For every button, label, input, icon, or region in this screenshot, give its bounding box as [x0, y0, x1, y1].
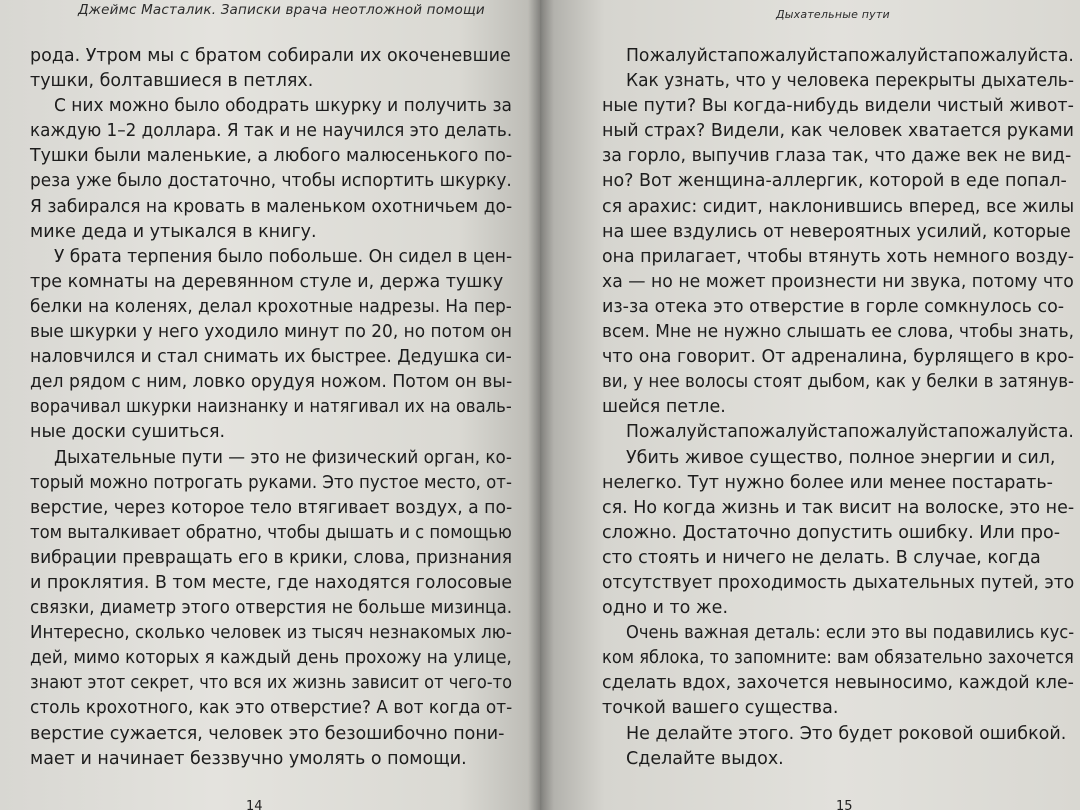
text-line: одно и то же.	[602, 598, 729, 619]
text-line: Очень важная деталь: если это вы подавились кус-	[626, 623, 1075, 644]
text-line: ный страх? Видели, как человек хватается руками	[602, 121, 1074, 142]
text-line: сделать вдох, захочется невыносимо, каждой кле-	[602, 673, 1074, 694]
text-line: всем. Мне не нужно слышать ее слова, чтобы знать,	[602, 322, 1075, 343]
text-line: Убить живое существо, полное энергии и сил,	[626, 447, 1056, 468]
text-line: знают этот секрет, что вся их жизнь зависит от чего-то	[30, 673, 513, 694]
text-line: У брата терпения было побольше. Он сидел в цен-	[54, 246, 513, 267]
right-page	[540, 0, 1080, 810]
text-line: Тушки были маленькие, а любого малюсенького по-	[30, 146, 513, 167]
text-line: и проклятия. В том месте, где находятся голосовые	[30, 572, 513, 593]
text-line: Интересно, сколько человек из тысяч незнакомых лю-	[30, 623, 512, 644]
text-line: вые шкурки у него уходило минут по 20, но потом он	[30, 322, 512, 343]
text-line: ком яблока, то запомните: вам обязательно захочется	[602, 648, 1074, 669]
text-line: белки на коленях, делал крохотные надрезы. На пер-	[30, 296, 512, 317]
text-line: тушки, болтавшиеся в петлях.	[30, 71, 314, 92]
text-line: за горло, выпучив глаза так, что даже век не вид-	[602, 146, 1072, 167]
text-line: Дыхательные пути — это не физический орган, ко-	[54, 447, 512, 468]
text-line: верстие сужается, человек это безошибочно пони-	[30, 723, 505, 744]
text-line: из-за отека это отверстие в горле сомкнулось со-	[602, 296, 1065, 317]
text-line: Пожалуйстапожалуйстапожалуйстапожалуйста.	[626, 46, 1074, 66]
text-line: шейся петле.	[602, 397, 726, 418]
text-line: ся. Но когда жизнь и так висит на волоске, это не-	[602, 497, 1075, 518]
text-line: она прилагает, чтобы втянуть хоть немного возду-	[602, 246, 1075, 267]
text-line: том выталкивает обратно, чтобы дышать и с помощью	[30, 522, 512, 543]
book-gutter	[528, 0, 554, 810]
text-line: ви, у нее волосы стоят дыбом, как у белки в затянув-	[602, 372, 1075, 393]
text-line: столь крохотного, как это отверстие? А вот когда от-	[30, 698, 513, 719]
text-line: реза уже было достаточно, чтобы испортить шкурку.	[30, 171, 512, 192]
text-line: С них можно было ободрать шкурку и получить за	[54, 96, 512, 117]
text-line: ные доски сушиться.	[30, 422, 226, 443]
text-line: вибрации превращать его в крики, слова, признания	[30, 547, 513, 568]
text-line: нелегко. Тут нужно более или менее постарать-	[602, 472, 1053, 493]
text-line: тре комнаты на деревянном стуле и, держа тушку	[30, 271, 504, 292]
text-line: Как узнать, что у человека перекрыты дыхатель-	[626, 71, 1074, 92]
right-page-number: 15	[836, 799, 853, 810]
text-line: связки, диаметр этого отверстия не больше мизинца.	[30, 598, 513, 619]
text-line: дей, мимо которых я каждый день прохожу на улице,	[30, 648, 512, 669]
text-line: отсутствует проходимость дыхательных путей, это	[602, 572, 1075, 593]
text-line: ха — но не может произнести ни звука, потому что	[602, 271, 1074, 292]
right-running-head: Дыхательные пути	[776, 8, 890, 21]
text-line: ся арахис: сидит, наклонившись вперед, все жилы	[602, 196, 1075, 217]
text-line: точкой вашего существа.	[602, 698, 839, 719]
left-running-head: Джеймс Масталик. Записки врача неотложной помощи	[78, 2, 485, 18]
text-line: мике деда и утыкался в книгу.	[30, 221, 317, 242]
left-page-number: 14	[246, 799, 263, 810]
text-line: Сделайте выдох.	[626, 748, 784, 769]
text-line: наловчился и стал снимать их быстрее. Дедушка си-	[30, 347, 512, 368]
text-line: ные пути? Вы когда-нибудь видели чистый живот-	[602, 96, 1074, 117]
text-line: сто стоять и ничего не делать. В случае, когда	[602, 547, 1041, 568]
text-line: ворачивал шкурки наизнанку и натягивал их на оваль-	[30, 397, 512, 418]
text-line: Пожалуйстапожалуйстапожалуйстапожалуйста.	[626, 422, 1074, 443]
text-line: но? Вот женщина-аллергик, которой в еде попал-	[602, 171, 1067, 192]
text-line: рода. Утром мы с братом собирали их окоченевшие	[30, 46, 511, 66]
text-line: каждую 1–2 доллара. Я так и не научился это делать.	[30, 121, 513, 142]
text-line: торый можно потрогать руками. Это пустое место, от-	[30, 472, 512, 493]
text-line: на шее вздулись от невероятных усилий, которые	[602, 221, 1071, 242]
text-line: Не делайте этого. Это будет роковой ошибкой.	[626, 723, 1067, 744]
text-line: сложно. Достаточно допустить ошибку. Или про-	[602, 522, 1061, 543]
text-line: верстие, через которое тело втягивает воздух, а по-	[30, 497, 513, 518]
text-line: что она говорит. От адреналина, бурлящего в кро-	[602, 347, 1075, 368]
right-page-text	[602, 44, 1074, 772]
text-line: дел рядом с ним, ловко орудуя ножом. Потом он вы-	[30, 372, 513, 393]
text-line: мает и начинает беззвучно умолять о помощи.	[30, 748, 467, 769]
text-line: Я забирался на кровать в маленьком охотничьем до-	[30, 196, 513, 217]
left-page-text	[30, 44, 512, 772]
